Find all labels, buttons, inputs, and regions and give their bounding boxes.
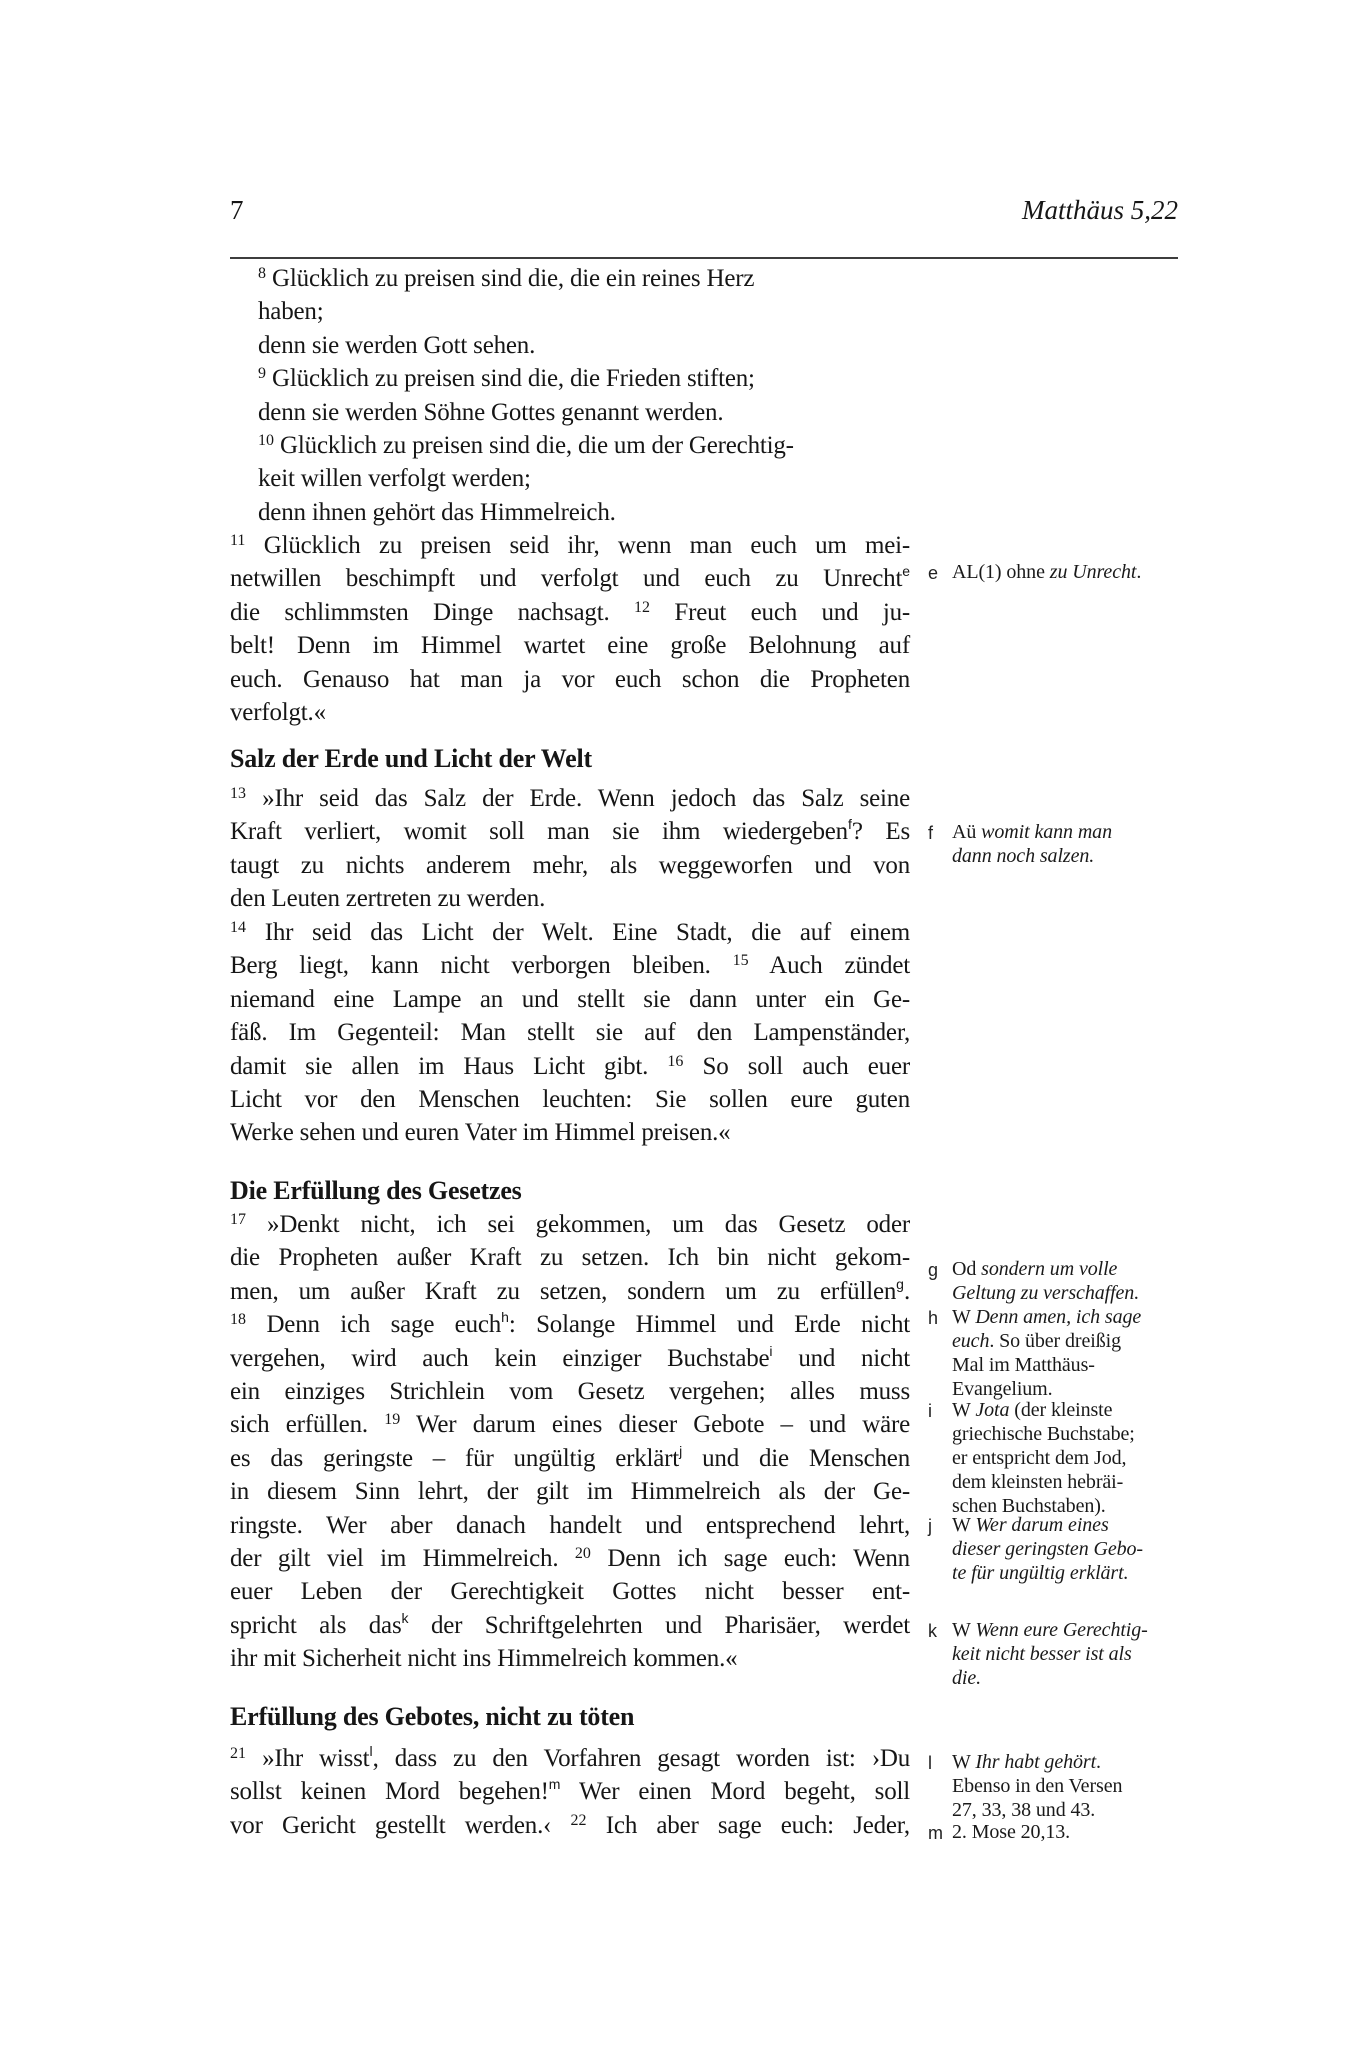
body-line: Licht vor den Menschen leuchten: Sie sollen eure guten [230, 1086, 910, 1114]
footnote-ref-f: f [847, 816, 852, 833]
footnote-letter-l: l [928, 1753, 932, 1773]
body-line: der gilt viel im Himmelreich. $^{20}$ Denn ich sage euch: Wenn [230, 1545, 910, 1573]
section-heading-heading-toeten: Erfüllung des Gebotes, nicht zu töten [230, 1702, 635, 1731]
italic-quote: Geltung zu verschaffen. [952, 1282, 1140, 1304]
footnote-letter-f: f [928, 823, 933, 843]
footnote-line: er entspricht dem Jod, [952, 1447, 1127, 1469]
italic-quote: zu Unrecht [1049, 561, 1137, 583]
footnote-line [952, 1281, 1180, 1305]
verse-number-19: 19 [384, 1411, 401, 1429]
poem-line: $^{10}$ Glücklich zu preisen sind die, die um der Gerechtig- [258, 432, 794, 460]
footnote-letter-h: h [928, 1308, 938, 1328]
italic-quote: Denn amen, ich sage [975, 1306, 1142, 1328]
footnote-letter-j: j [928, 1516, 932, 1536]
footnote-line: W Wenn eure Gerechtig- [952, 1619, 1148, 1641]
body-line: vergehen, wird auch kein einziger Buchstabe$^i$ und nicht [230, 1342, 910, 1372]
footnote-text [952, 1305, 1180, 1401]
footnote-line: W Jota (der kleinste [952, 1399, 1113, 1421]
footnote-line: AL(1) ohne zu Unrecht. [952, 561, 1142, 583]
italic-quote: keit nicht besser ist als [952, 1643, 1132, 1665]
margin-note-i [928, 1398, 1180, 1518]
body-line: fäß. Im Gegenteil: Man stellt sie auf den Lampenständer, [230, 1019, 910, 1047]
footnote-ref-g: g [896, 1275, 904, 1292]
footnote-line: euch. So über dreißig [952, 1330, 1121, 1352]
body-line: ein einziges Strichlein vom Gesetz vergehen; alles muss [230, 1378, 910, 1406]
footnote-line: dem kleinsten hebräi- [952, 1471, 1124, 1493]
page-number: 7 [230, 195, 244, 225]
poem-line: haben; [258, 298, 324, 326]
text-paragraph-para-verse-17-20 [230, 1208, 910, 1676]
margin-note-l [928, 1750, 1180, 1822]
body-line: netwillen beschimpft und verfolgt und euch zu Unrecht$^e$ [230, 563, 910, 593]
footnote-letter-m: m [928, 1823, 943, 1843]
body-line: sich erfüllen. $^{19}$ Wer darum eines dieser Gebote – und wäre [230, 1411, 910, 1439]
footnote-text [952, 1750, 1180, 1822]
italic-quote: die. [952, 1667, 982, 1689]
footnote-text [952, 1618, 1180, 1690]
footnote-ref-m: m [548, 1776, 561, 1793]
body-line: Berg liegt, kann nicht verborgen bleiben. $^{15}$ Auch zündet [230, 952, 910, 980]
verse-number-10: 10 [258, 432, 274, 450]
body-line: Werke sehen und euren Vater im Himmel preisen.« [230, 1119, 731, 1147]
footnote-text [952, 1257, 1180, 1305]
body-line: men, um außer Kraft zu setzen, sondern um zu erfüllen$^g$. [230, 1275, 910, 1305]
verse-number-13: 13 [230, 785, 246, 802]
verse-poem-block [230, 262, 910, 529]
footnote-line: griechische Buchstabe; [952, 1423, 1135, 1445]
footnote-ref-e: e [902, 563, 910, 580]
margin-note-j [928, 1513, 1180, 1585]
verse-number-8: 8 [258, 265, 266, 282]
body-line: belt! Denn im Himmel wartet eine große Belohnung auf [230, 632, 910, 660]
poem-line: denn ihnen gehört das Himmelreich. [258, 498, 616, 526]
footnote-letter-e: e [928, 563, 938, 583]
footnote-ref-h: h [501, 1309, 509, 1326]
footnote-text [952, 1513, 1180, 1585]
body-line: ihr mit Sicherheit nicht ins Himmelreich kommen.« [230, 1645, 738, 1673]
footnote-line: Ebenso in den Versen [952, 1775, 1123, 1797]
text-paragraph-para-verse-11-12 [230, 529, 910, 729]
text-paragraph-para-verse-21-22 [230, 1742, 910, 1842]
footnote-line: Evangelium. [952, 1378, 1053, 1400]
verse-number-14: 14 [230, 919, 246, 936]
text-paragraph-para-verse-14-16 [230, 916, 910, 1150]
verse-number-11: 11 [230, 532, 246, 549]
footnote-line: Od sondern um volle [952, 1258, 1118, 1280]
italic-quote: Wer darum eines [975, 1514, 1109, 1536]
margin-note-e [928, 560, 1180, 584]
body-line: sollst keinen Mord begehen!$^m$ Wer einen Mord begeht, soll [230, 1776, 910, 1806]
body-line: die Propheten außer Kraft zu setzen. Ich bin nicht gekom- [230, 1244, 910, 1272]
footnote-ref-k: k [401, 1609, 409, 1626]
section-heading-heading-salz: Salz der Erde und Licht der Welt [230, 744, 592, 773]
footnote-line: W Ihr habt gehört. [952, 1751, 1101, 1773]
footnote-line [952, 1561, 1180, 1585]
verse-number-15: 15 [732, 952, 749, 970]
body-line: euch. Genauso hat man ja vor euch schon die Propheten [230, 665, 910, 693]
main-text-column [230, 0, 910, 2056]
poem-line: $^8$ Glücklich zu preisen sind die, die ein reines Herz [258, 265, 755, 292]
body-line: taugt zu nichts anderem mehr, als weggeworfen und von [230, 851, 910, 879]
verse-number-21: 21 [230, 1745, 246, 1762]
footnote-line: 2. Mose 20,13. [952, 1821, 1071, 1843]
italic-quote: euch [952, 1330, 990, 1352]
text-paragraph-para-verse-13 [230, 782, 910, 916]
footnote-letter-i: i [928, 1401, 932, 1421]
footnote-ref-i: i [769, 1342, 773, 1359]
footnote-text [952, 1398, 1180, 1518]
footnote-text [952, 1820, 1180, 1844]
footnote-line: schen Buchstaben). [952, 1495, 1106, 1517]
margin-note-h [928, 1305, 1180, 1401]
verse-number-18: 18 [230, 1311, 246, 1329]
italic-quote: Wenn eure Gerechtig- [975, 1619, 1148, 1641]
footnote-line: Mal im Matthäus- [952, 1354, 1095, 1376]
poem-line: keit willen verfolgt werden; [258, 465, 531, 493]
verse-number-9: 9 [258, 365, 266, 383]
verse-number-17: 17 [230, 1211, 246, 1228]
footnote-ref-j: j [679, 1442, 683, 1459]
body-line: niemand eine Lampe an und stellt sie dann unter ein Ge- [230, 985, 910, 1013]
poem-line: $^9$ Glücklich zu preisen sind die, die Frieden stiften; [258, 365, 755, 393]
margin-note-f [928, 820, 1180, 868]
body-line: $^{11}$ Glücklich zu preisen seid ihr, wenn man euch um mei- [230, 532, 910, 559]
body-line: verfolgt.« [230, 699, 326, 727]
body-line: euer Leben der Gerechtigkeit Gottes nicht besser ent- [230, 1578, 910, 1606]
body-line: $^{17}$ »Denkt nicht, ich sei gekommen, um das Gesetz oder [230, 1211, 910, 1238]
footnote-text [952, 820, 1180, 868]
body-line: damit sie allen im Haus Licht gibt. $^{16}$ So soll auch euer [230, 1052, 910, 1080]
body-line: $^{21}$ »Ihr wisst$^l$, dass zu den Vorfahren gesagt worden ist: ›Du [230, 1743, 910, 1772]
verse-number-12: 12 [633, 598, 650, 616]
italic-quote: sondern um volle [981, 1258, 1118, 1280]
verse-number-16: 16 [667, 1052, 684, 1070]
margin-note-g [928, 1257, 1180, 1305]
body-line: Kraft verliert, womit soll man sie ihm wiedergeben$^f$? Es [230, 816, 911, 846]
footnote-line: W Wer darum eines [952, 1514, 1109, 1536]
poem-line: denn sie werden Söhne Gottes genannt werden. [258, 398, 724, 426]
italic-quote: dieser geringsten Gebo- [952, 1538, 1143, 1560]
verse-number-22: 22 [570, 1811, 587, 1829]
footnote-line [952, 844, 1180, 868]
poem-line: denn sie werden Gott sehen. [258, 331, 536, 359]
body-line: es das geringste – für ungültig erklärt$^j$ und die Menschen [230, 1442, 910, 1472]
body-line: $^{13}$ »Ihr seid das Salz der Erde. Wenn jedoch das Salz seine [230, 785, 910, 812]
body-line: ringste. Wer aber danach handelt und entsprechend lehrt, [230, 1511, 910, 1539]
margin-notes-rail [928, 0, 1180, 2056]
margin-note-m [928, 1820, 1180, 1844]
footnote-line [952, 1642, 1180, 1666]
body-line: $^{18}$ Denn ich sage euch$^h$: Solange Himmel und Erde nicht [230, 1309, 910, 1339]
italic-quote: Jota [975, 1399, 1010, 1421]
body-line: $^{14}$ Ihr seid das Licht der Welt. Eine Stadt, die auf einem [230, 919, 910, 946]
footnote-line [952, 1537, 1180, 1561]
footnote-text [952, 560, 1180, 584]
italic-quote: womit kann man [981, 821, 1112, 843]
margin-note-k [928, 1618, 1180, 1690]
footnote-letter-k: k [928, 1621, 937, 1641]
footnote-line: W Denn amen, ich sage [952, 1306, 1142, 1328]
section-heading-heading-gesetz: Die Erfüllung des Gesetzes [230, 1176, 522, 1205]
body-line: den Leuten zertreten zu werden. [230, 885, 546, 913]
verse-number-20: 20 [574, 1545, 591, 1563]
italic-quote: te für ungültig erklärt. [952, 1562, 1129, 1584]
body-line: die schlimmsten Dinge nachsagt. $^{12}$ Freut euch und ju- [230, 598, 910, 626]
body-line: vor Gericht gestellt werden.‹ $^{22}$ Ich aber sage euch: Jeder, [230, 1811, 910, 1839]
italic-quote: dann noch salzen. [952, 845, 1095, 867]
footnote-ref-l: l [369, 1743, 373, 1759]
footnote-line [952, 1666, 1180, 1690]
body-line: spricht als das$^k$ der Schriftgelehrten und Pharisäer, werdet [230, 1609, 910, 1639]
running-title: Matthäus 5,22 [1021, 195, 1178, 225]
italic-quote: Ihr habt gehört [975, 1751, 1097, 1773]
footnote-line: 27, 33, 38 und 43. [952, 1799, 1096, 1821]
footnote-line: Aü womit kann man [952, 821, 1112, 843]
body-line: in diesem Sinn lehrt, der gilt im Himmelreich als der Ge- [230, 1478, 910, 1506]
footnote-letter-g: g [928, 1260, 938, 1280]
